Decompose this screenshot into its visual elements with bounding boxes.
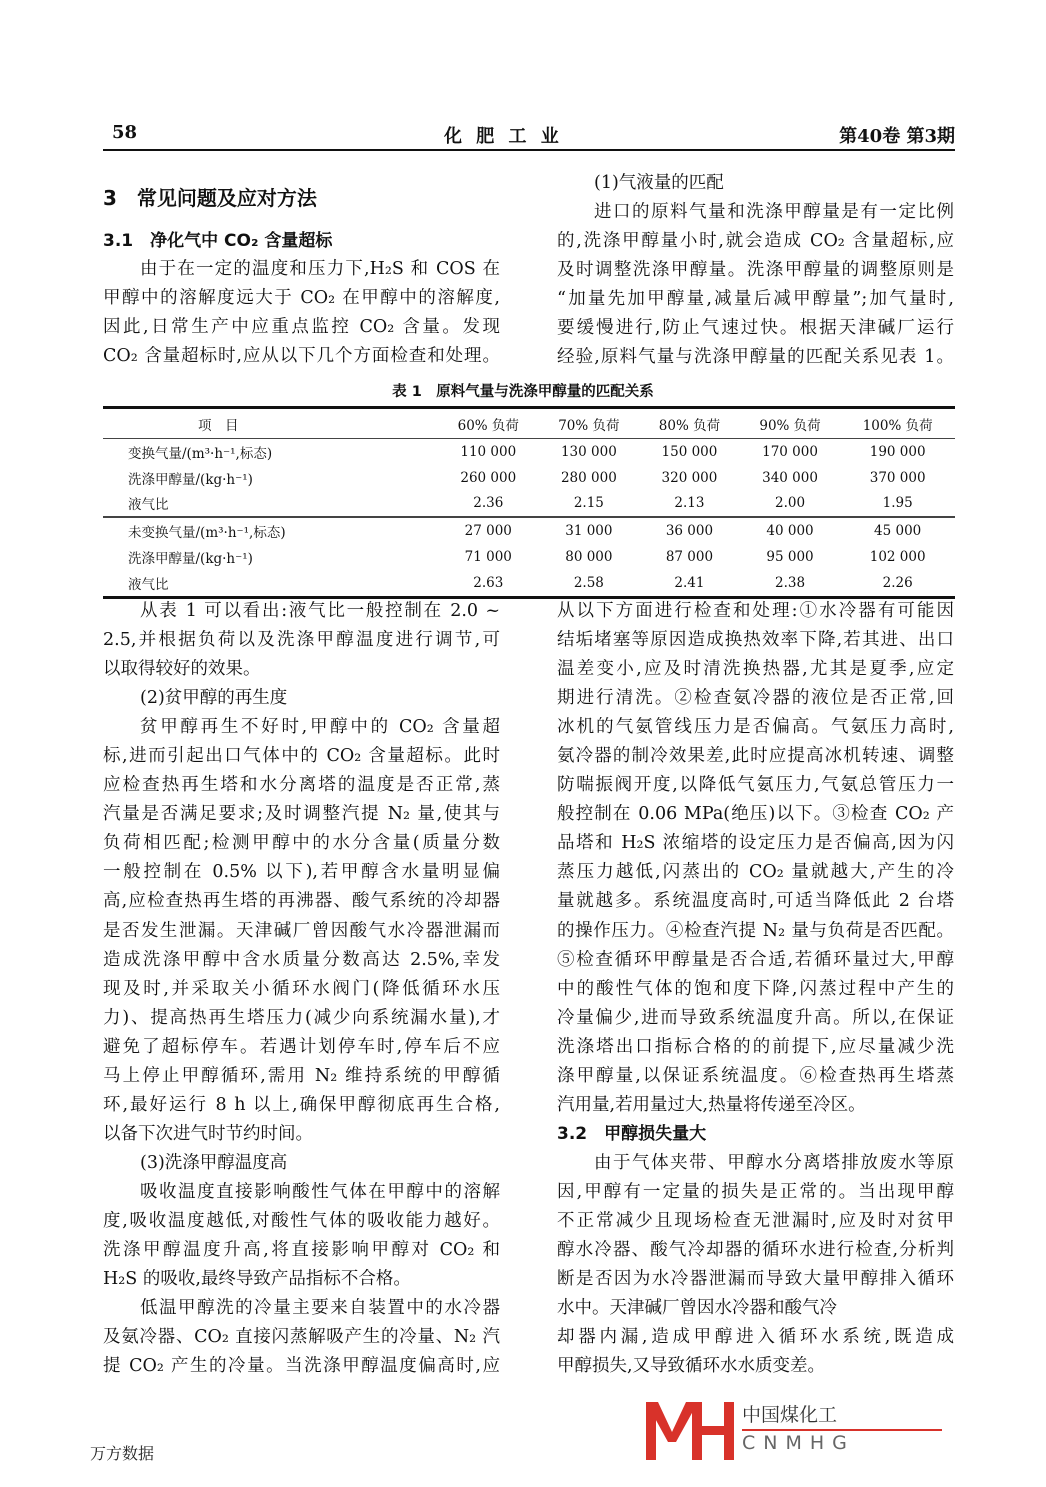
text-line: 因此,日常生产中应重点监控 CO₂ 含量。发现 (103, 317, 500, 338)
text-line: 马上停止甲醇循环,需用 N₂ 维持系统的甲醇循 (103, 1065, 500, 1086)
text-line: CO₂ 含量超标时,应从以下几个方面检查和处理。 (103, 346, 500, 367)
text-line: 防喘振阀开度,以降低气氨压力,气氨总管压力一 (557, 775, 954, 796)
text-line: 洗涤甲醇温度升高,将直接影响甲醇对 CO₂ 和 (103, 1240, 500, 1261)
text-line: 不正常减少且现场检查无泄漏时,应及时对贫甲 (557, 1210, 954, 1231)
left-bottom-text (103, 597, 500, 1381)
text-line: 造成洗涤甲醇中含水质量分数高达 2.5%,幸发 (103, 949, 500, 970)
subsection-title: 3.2 甲醇损失量大 (557, 1123, 707, 1144)
table-cell: 260 000 (460, 469, 517, 486)
table-cell: 2.13 (674, 495, 705, 512)
text-line: 贫甲醇再生不好时,甲醇中的 CO₂ 含量超 (140, 717, 500, 738)
text-line: 负荷相匹配;检测甲醇中的水分含量(质量分数 (103, 833, 500, 854)
table-row (103, 465, 955, 491)
table-cell: 液气比 (128, 497, 169, 514)
table-cell: 340 000 (762, 469, 818, 486)
text-line: 蒸压力越低,闪蒸出的 CO₂ 量就越大,产生的冷 (557, 862, 954, 883)
table-cell: 未变换气量/(m³·h⁻¹,标态) (103, 517, 438, 544)
page-number: 58 (112, 122, 138, 143)
journal-title: 化 肥 工 业 (444, 126, 563, 147)
text-line: (1)气液量的匹配 (594, 173, 724, 193)
table-header: 90% 负荷 (740, 408, 841, 439)
text-line: 低温甲醇洗的冷量主要来自装置中的水冷器 (140, 1298, 500, 1319)
text-line: 标,进而引起出口气体中的 CO₂ 含量超标。此时 (103, 746, 500, 767)
text-line: 由于在一定的温度和压力下,H₂S 和 COS 在 (140, 259, 500, 279)
right-top-text (557, 169, 954, 372)
text-line: 涤甲醇量,以保证系统温度。⑥检查热再生塔蒸 (557, 1065, 954, 1086)
table-cell: 31 000 (539, 517, 640, 544)
text-line: 水中。天津碱厂曾因水冷器和酸气冷 (557, 1298, 837, 1319)
text-line: 从以下方面进行检查和处理:①水冷器有可能因 (557, 601, 954, 621)
text-line: 冷量偏少,进而导致系统温度升高。所以,在保证 (557, 1007, 954, 1028)
table-cell: 130 000 (560, 443, 617, 460)
table-cell: 27 000 (438, 517, 539, 544)
text-line: 及氨冷器、CO₂ 直接闪蒸解吸产生的冷量、N₂ 汽 (103, 1327, 500, 1348)
table-row (103, 439, 955, 465)
text-line: 汽量是否满足要求;及时调整汽提 N₂ 量,使其与 (103, 804, 500, 825)
table-cell: 280 000 (560, 469, 617, 486)
table-row (103, 517, 955, 544)
table-cell: 2.36 (473, 495, 504, 512)
table-cell: 液气比 (103, 570, 438, 597)
table-cell: 150 000 (661, 443, 718, 460)
text-line: H₂S 的吸收,最终导致产品指标不合格。 (103, 1269, 411, 1290)
table-cell: 2.26 (840, 570, 955, 597)
text-line: 以取得较好的效果。 (103, 659, 261, 680)
table-cell: 洗涤甲醇量/(kg·h⁻¹) (128, 471, 253, 488)
left-top-text (103, 255, 500, 371)
table-cell: 2.41 (639, 570, 740, 597)
text-line: 冰机的气氨管线压力是否偏高。气氨压力高时, (557, 717, 954, 738)
subsection-title: 3.1 净化气中 CO₂ 含量超标 (103, 231, 333, 251)
table-cell: 71 000 (464, 549, 512, 566)
text-line: 力)、提高热再生塔压力(减少向系统漏水量),才 (103, 1007, 500, 1028)
text-line: 进口的原料气量和洗涤甲醇量是有一定比例 (594, 202, 954, 223)
table-cell: 2.63 (438, 570, 539, 597)
table-cell: 190 000 (869, 443, 926, 460)
table-cell: 40 000 (740, 517, 841, 544)
table-cell: 2.00 (774, 495, 806, 512)
section-title: 3 常见问题及应对方法 (103, 186, 317, 210)
issue-info: 第40卷 第3期 (839, 126, 955, 147)
text-line: 提 CO₂ 产生的冷量。当洗涤甲醇温度偏高时,应 (103, 1356, 500, 1377)
text-line: 避免了超标停车。若遇计划停车时,停车后不应 (103, 1036, 500, 1057)
text-line: 结垢堵塞等原因造成换热效率下降,若其进、出口 (557, 630, 954, 651)
table-row (103, 491, 955, 518)
text-line: 吸收温度直接影响酸性气体在甲醇中的溶解 (140, 1181, 500, 1202)
text-line: 甲醇损失,又导致循环水水质变差。 (557, 1356, 826, 1377)
cnmhg-logo-icon (640, 1398, 740, 1462)
text-line: 期进行清洗。②检查氨冷器的液位是否正常,回 (557, 688, 954, 709)
text-line: (2)贫甲醇的再生度 (140, 688, 288, 709)
text-line: 一般控制在 0.5% 以下),若甲醇含水量明显偏 (103, 862, 500, 883)
table-cell: 2.38 (740, 570, 841, 597)
table-cell: 370 000 (869, 469, 926, 486)
table-caption: 表 1 原料气量与洗涤甲醇量的匹配关系 (392, 384, 654, 400)
table-header: 100% 负荷 (840, 408, 955, 439)
table-cell: 变换气量/(m³·h⁻¹,标态) (128, 445, 273, 462)
table-cell: 110 000 (460, 443, 517, 460)
text-line: (3)洗涤甲醇温度高 (140, 1152, 288, 1173)
text-line: 般控制在 0.06 MPa(绝压)以下。③检查 CO₂ 产 (557, 804, 954, 825)
text-line: 及时调整洗涤甲醇量。洗涤甲醇量的调整原则是 (557, 260, 954, 281)
table-header: 70% 负荷 (539, 408, 640, 439)
footer-source: 万方数据 (90, 1444, 155, 1463)
table-cell: 1.95 (882, 495, 913, 512)
table-cell: 102 000 (869, 549, 926, 566)
text-line: 汽用量,若用量过大,热量将传递至冷区。 (557, 1094, 866, 1115)
text-line: 从表 1 可以看出:液气比一般控制在 2.0 ~ (140, 601, 500, 621)
table-cell: 170 000 (762, 443, 818, 460)
table-cell: 80 000 (565, 549, 613, 566)
table-cell: 320 000 (661, 469, 718, 486)
text-line: ⑤检查循环甲醇量是否合适,若循环量过大,甲醇 (557, 949, 954, 970)
table-cell: 87 000 (665, 549, 714, 566)
text-line: 中的酸性气体的饱和度下降,闪蒸过程中产生的 (557, 978, 954, 999)
table-cell: 2.58 (539, 570, 640, 597)
table-header: 60% 负荷 (438, 408, 539, 439)
text-line: 断是否因为水冷器泄漏而导致大量甲醇排入循环 (557, 1269, 954, 1290)
text-line: 环,最好运行 8 h 以上,确保甲醇彻底再生合格, (103, 1094, 500, 1115)
text-line: 品塔和 H₂S 浓缩塔的设定压力是否偏高,因为闪 (557, 833, 954, 854)
table-header: 项 目 (103, 408, 438, 439)
text-line: 是否发生泄漏。天津碱厂曾因酸气水冷器泄漏而 (103, 920, 500, 941)
header-rule (103, 149, 955, 151)
watermark-en-text: CNMHG (742, 1432, 855, 1454)
text-line: 的操作压力。④检查汽提 N₂ 量与负荷是否匹配。 (557, 920, 954, 941)
table-cell: 95 000 (766, 549, 814, 566)
text-line: 度,吸收温度越低,对酸性气体的吸收能力越好。 (103, 1210, 500, 1231)
right-bottom-text (557, 597, 954, 1381)
text-line: 甲醇中的溶解度远大于 CO₂ 在甲醇中的溶解度, (103, 288, 500, 309)
text-line: 经验,原料气量与洗涤甲醇量的匹配关系见表 1。 (557, 347, 954, 368)
text-line: 2.5,并根据负荷以及洗涤甲醇温度进行调节,可 (103, 630, 500, 651)
table-header: 80% 负荷 (639, 408, 740, 439)
watermark-logo (640, 1398, 960, 1464)
matching-table (103, 406, 955, 599)
text-line: 的,洗涤甲醇量小时,就会造成 CO₂ 含量超标,应 (557, 231, 954, 252)
table-row (103, 544, 955, 570)
text-line: 要缓慢进行,防止气速过快。根据天津碱厂运行 (557, 318, 954, 339)
text-line: 醇水冷器、酸气冷却器的循环水进行检查,分析判 (557, 1240, 954, 1261)
text-line: 因,甲醇有一定量的损失是正常的。当出现甲醇 (557, 1181, 954, 1202)
text-line: 量就越多。系统温度高时,可适当降低此 2 台塔 (557, 891, 954, 912)
table-header-row (103, 408, 955, 439)
table-cell: 45 000 (840, 517, 955, 544)
table-row (103, 570, 955, 597)
text-line: 高,应检查热再生塔的再沸器、酸气系统的冷却器 (103, 891, 500, 912)
text-line: 却器内漏,造成甲醇进入循环水系统,既造成 (557, 1327, 954, 1348)
text-line: 由于气体夹带、甲醇水分离塔排放废水等原 (594, 1152, 954, 1173)
table-cell: 2.15 (573, 495, 604, 512)
text-line: 温差变小,应及时清洗换热器,尤其是夏季,应定 (557, 659, 954, 680)
text-line: 应检查热再生塔和水分离塔的温度是否正常,蒸 (103, 775, 500, 796)
text-line: 以备下次进气时节约时间。 (103, 1123, 313, 1144)
text-line: 现及时,并采取关小循环水阀门(降低循环水压 (103, 978, 500, 999)
table-cell: 36 000 (639, 517, 740, 544)
table-cell: 洗涤甲醇量/(kg·h⁻¹) (128, 551, 253, 568)
text-line: 氨冷器的制冷效果差,此时应提高冰机转速、调整 (557, 746, 954, 767)
text-line: 洗涤塔出口指标合格的的前提下,应尽量减少洗 (557, 1036, 954, 1057)
text-line: “加量先加甲醇量,减量后减甲醇量”;加气量时, (557, 289, 954, 310)
watermark-cn-text: 中国煤化工 (742, 1400, 942, 1431)
